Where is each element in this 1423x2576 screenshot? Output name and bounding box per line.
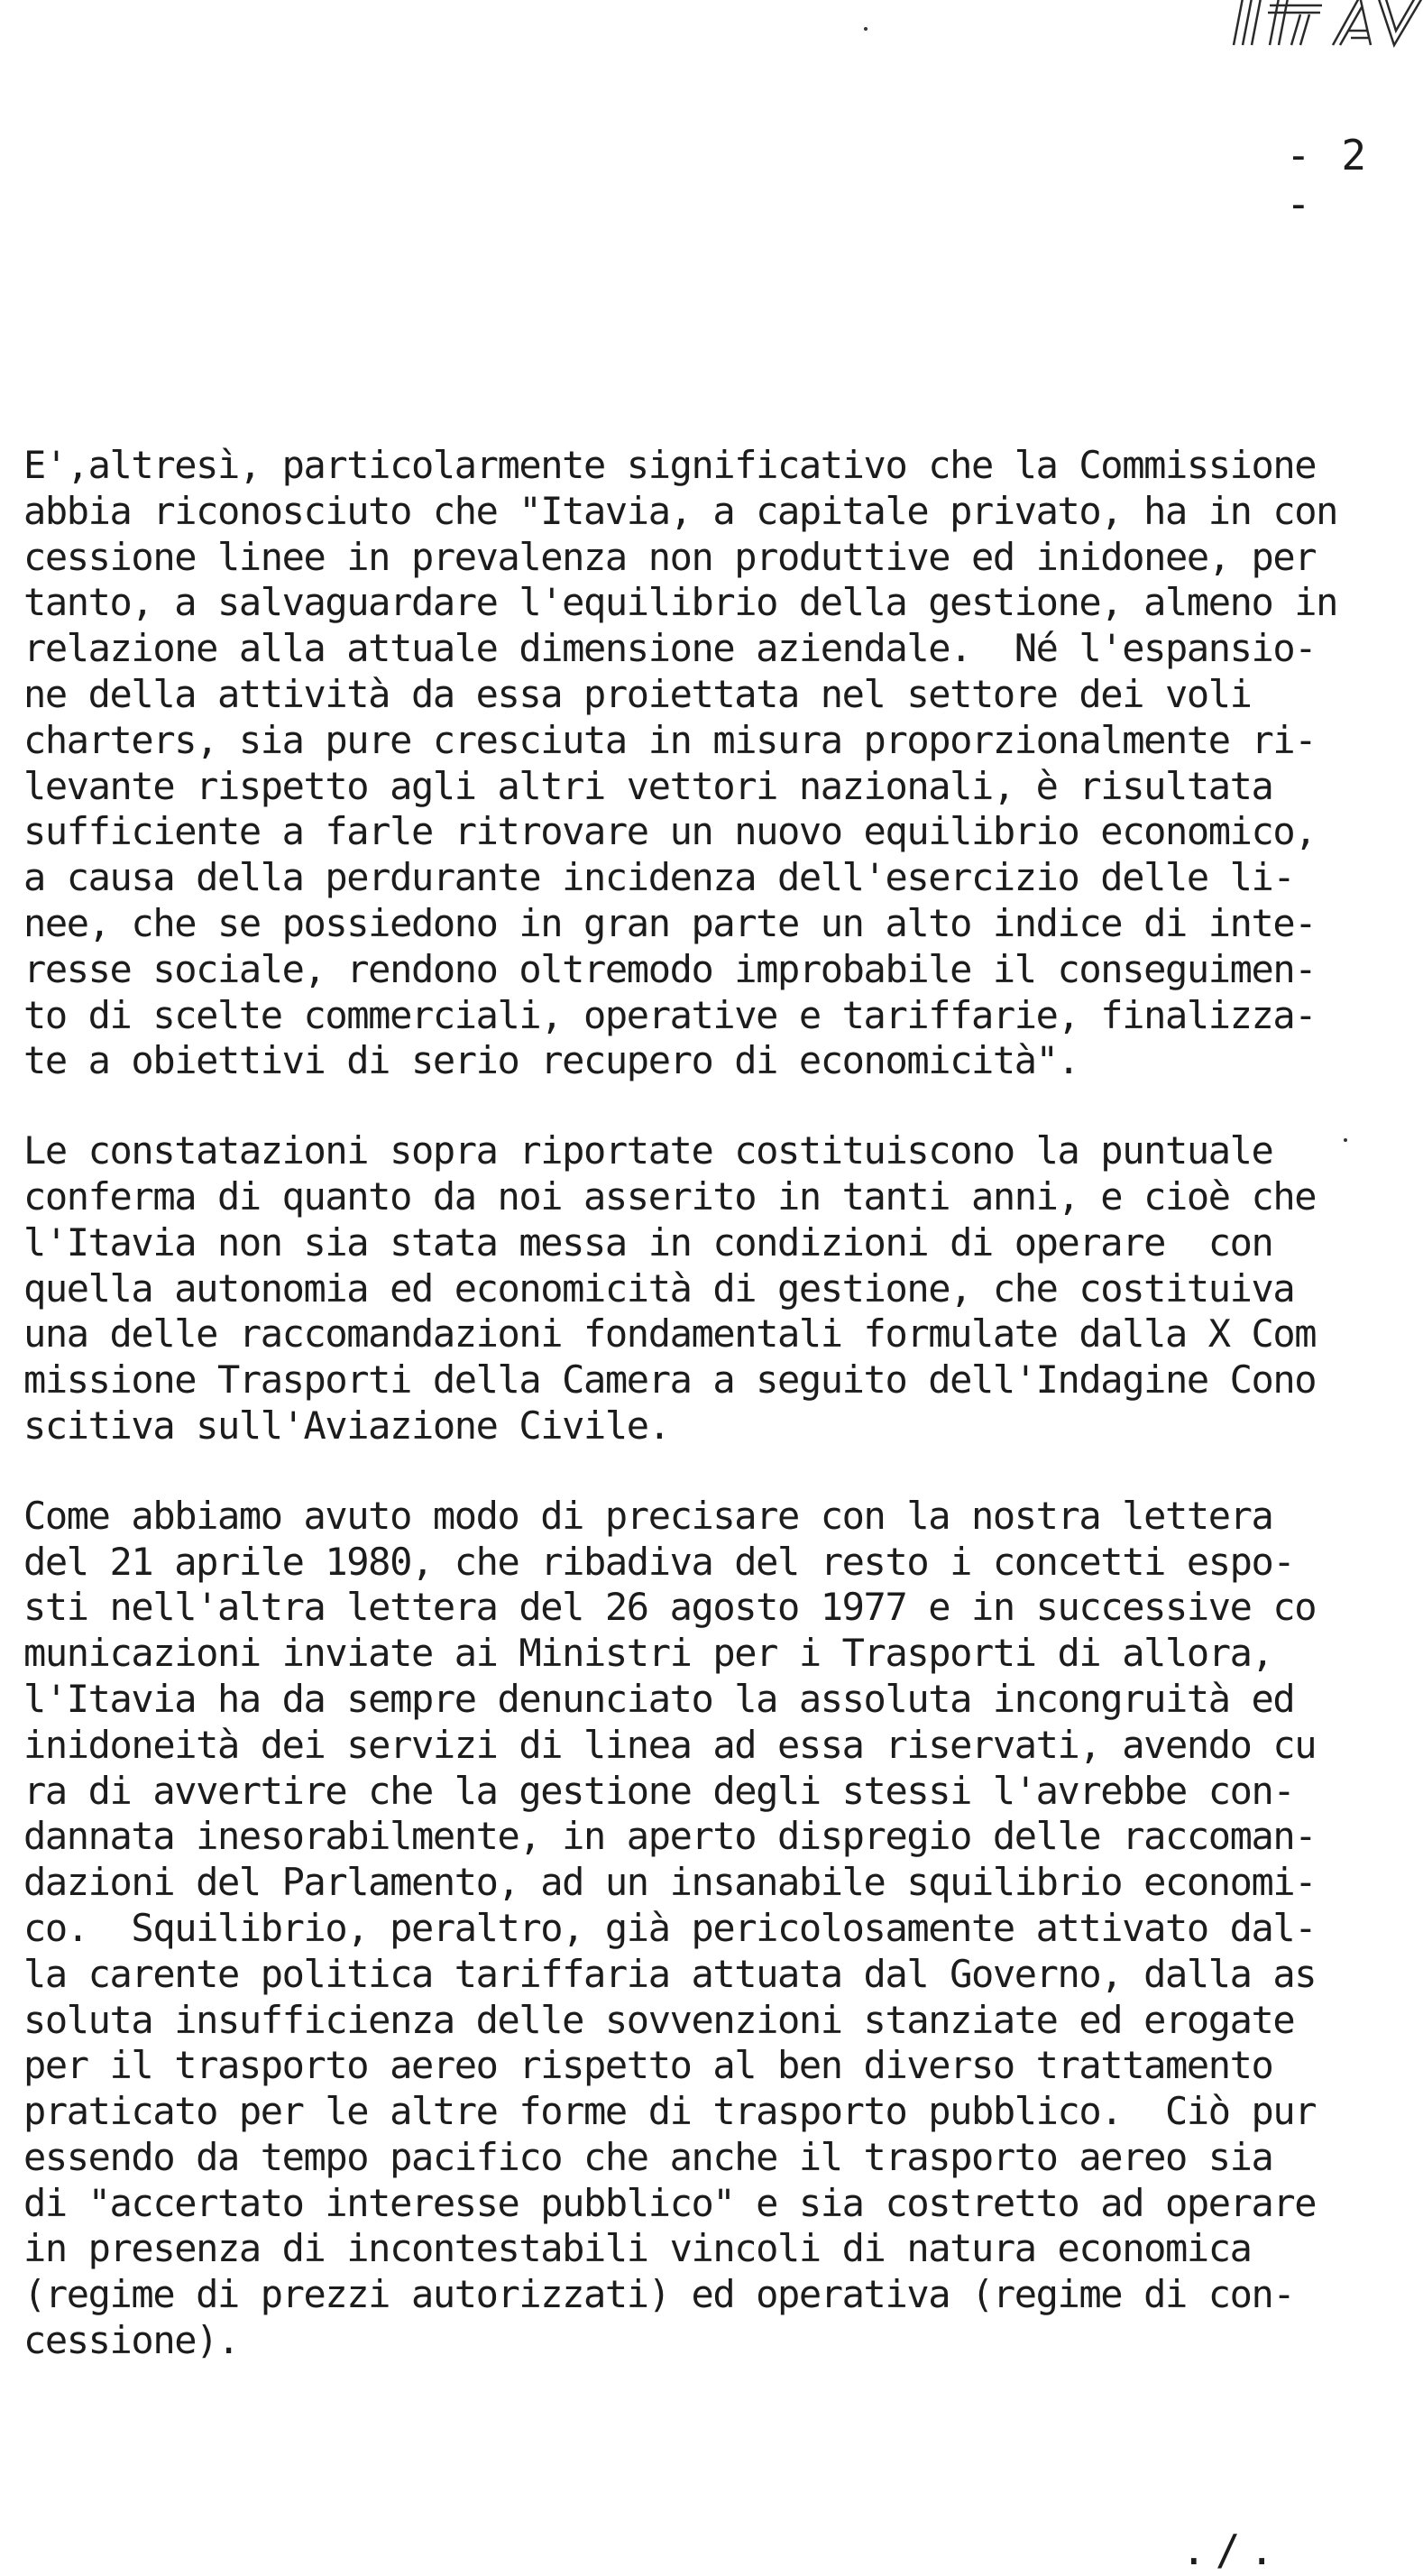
text-line: conferma di quanto da noi asserito in tanti anni, e cioè che — [23, 1173, 1317, 1219]
text-line: dazioni del Parlamento, ad un insanabile squilibrio economi- — [23, 1860, 1317, 1905]
scan-speck — [864, 27, 868, 31]
text-line: abbia riconosciuto che "Itavia, a capitale privato, ha in con — [23, 488, 1338, 533]
text-line: to di scelte commerciali, operative e tariffarie, finalizza- — [23, 992, 1317, 1037]
text-line: cessione). — [23, 2318, 239, 2363]
paragraph-previous-letters — [23, 1494, 1412, 2364]
text-line: sti nell'altra lettera del 26 agosto 1977 e in successive co — [23, 1585, 1317, 1630]
text-line: l'Itavia non sia stata messa in condizioni di operare con — [23, 1219, 1273, 1265]
text-line: E',altresì, particolarmente significativo che la Commissione — [23, 443, 1317, 487]
text-line: sufficiente a farle ritrovare un nuovo equilibrio economico, — [23, 809, 1317, 854]
text-line: per il trasporto aereo rispetto al ben diverso trattamento — [23, 2043, 1273, 2088]
text-line: inidoneità dei servizi di linea ad essa riservati, avendo cu — [23, 1722, 1317, 1767]
text-line: essendo da tempo pacifico che anche il trasporto aereo sia — [23, 2134, 1273, 2179]
text-line: a causa della perdurante incidenza dell'esercizio delle li- — [23, 855, 1295, 900]
scan-speck — [1344, 1138, 1347, 1142]
text-line: praticato per le altre forme di trasporto pubblico. Ciò pur — [23, 2089, 1317, 2134]
text-line: Le constatazioni sopra riportate costituiscono la puntuale — [23, 1128, 1273, 1173]
text-line: cessione linee in prevalenza non produttive ed inidonee, per — [23, 534, 1317, 579]
continuation-mark: ./. — [1181, 2525, 1284, 2574]
text-line: resse sociale, rendono oltremodo improbabile il conseguimen- — [23, 946, 1317, 991]
text-line: dannata inesorabilmente, in aperto dispregio delle raccoman- — [23, 1814, 1317, 1859]
text-line: relazione alla attuale dimensione aziendale. Né l'espansio- — [23, 626, 1317, 671]
text-line: levante rispetto agli altri vettori nazionali, è risultata — [23, 763, 1273, 808]
text-line: ra di avvertire che la gestione degli stessi l'avrebbe con- — [23, 1768, 1295, 1813]
text-line: Come abbiamo avuto modo di precisare con la nostra lettera — [23, 1493, 1273, 1538]
paragraph-commission-findings — [23, 443, 1412, 1084]
text-line: municazioni inviate ai Ministri per i Trasporti di allora, — [23, 1631, 1273, 1676]
paragraph-confirmation — [23, 1128, 1412, 1449]
text-line: charters, sia pure cresciuta in misura proporzionalmente ri- — [23, 717, 1317, 762]
text-line: la carente politica tariffaria attuata dal Governo, dalla as — [23, 1951, 1317, 1996]
text-line: scitiva sull'Aviazione Civile. — [23, 1403, 670, 1448]
text-line: quella autonomia ed economicità di gestione, che costituiva — [23, 1265, 1295, 1311]
text-line: te a obiettivi di serio recupero di economicità". — [23, 1038, 1079, 1083]
text-line: l'Itavia ha da sempre denunciato la assoluta incongruità ed — [23, 1676, 1295, 1721]
text-line: di "accertato interesse pubblico" e sia costretto ad operare — [23, 2180, 1317, 2225]
text-line: una delle raccomandazioni fondamentali formulate dalla X Com — [23, 1311, 1317, 1357]
text-line: ne della attività da essa proiettata nel settore dei voli — [23, 671, 1252, 716]
text-line: missione Trasporti della Camera a seguito dell'Indagine Cono — [23, 1357, 1317, 1403]
itavia-logo — [1225, 0, 1423, 60]
page-number: - 2 - — [1286, 131, 1370, 228]
text-line: co. Squilibrio, peraltro, già pericolosamente attivato dal- — [23, 1905, 1317, 1950]
text-line: in presenza di incontestabili vincoli di natura economica — [23, 2226, 1252, 2271]
text-line: nee, che se possiedono in gran parte un alto indice di inte- — [23, 900, 1317, 945]
text-line: (regime di prezzi autorizzati) ed operativa (regime di con- — [23, 2272, 1295, 2317]
text-line: tanto, a salvaguardare l'equilibrio della gestione, almeno in — [23, 580, 1338, 625]
text-line: soluta insufficienza delle sovvenzioni stanziate ed erogate — [23, 1997, 1295, 2042]
letter-body — [23, 443, 1412, 2408]
text-line: del 21 aprile 1980, che ribadiva del resto i concetti espo- — [23, 1539, 1295, 1584]
